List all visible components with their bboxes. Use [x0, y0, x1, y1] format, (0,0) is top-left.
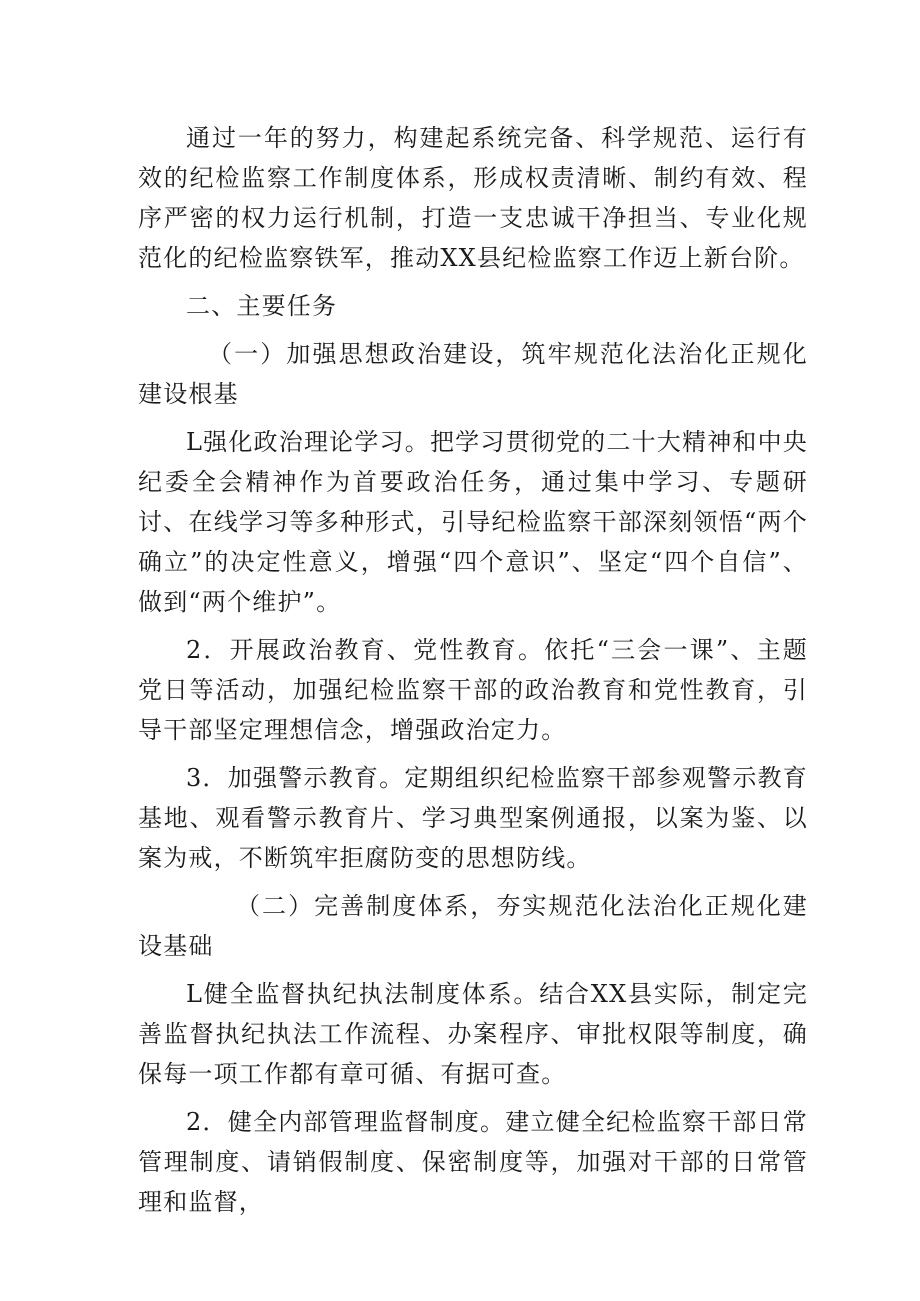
paragraph-item-1-supervision-system: L健全监督执纪执法制度体系。结合XX县实际，制定完善监督执纪执法工作流程、办案程序、审批权限等制度，确保每一项工作都有章可循、有据可查。	[138, 980, 808, 1088]
subsection-heading-institution-system: （二）完善制度体系，夯实规范化法治化正规化建设基础	[138, 892, 808, 960]
paragraph-item-2-political-education: 2．开展政治教育、党性教育。依托“三会一课”、主题党日等活动，加强纪检监察干部的政治教育和党性教育，引导干部坚定理想信念，增强政治定力。	[138, 636, 808, 744]
paragraph-item-1-theory-study: L强化政治理论学习。把学习贯彻党的二十大精神和中央纪委全会精神作为首要政治任务，通过集中学习、专题研讨、在线学习等多种形式，引导纪检监察干部深刻领悟“两个确立”的决定性意义，增强“四个意识”、坚定“四个自信”、做到“两个维护”。	[138, 428, 808, 616]
subsection-heading-political-building: （一）加强思想政治建设，筑牢规范化法治化正规化建设根基	[138, 340, 808, 408]
paragraph-item-2-internal-management: 2．健全内部管理监督制度。建立健全纪检监察干部日常管理制度、请销假制度、保密制度等，加强对干部的日常管理和监督，	[138, 1108, 808, 1216]
paragraph-item-3-warning-education: 3．加强警示教育。定期组织纪检监察干部参观警示教育基地、观看警示教育片、学习典型案例通报，以案为鉴、以案为戒，不断筑牢拒腐防变的思想防线。	[138, 764, 808, 872]
paragraph-goal: 通过一年的努力，构建起系统完备、科学规范、运行有效的纪检监察工作制度体系，形成权责清晰、制约有效、程序严密的权力运行机制，打造一支忠诚干净担当、专业化规范化的纪检监察铁军，推动XX县纪检监察工作迈上新台阶。	[138, 124, 808, 272]
section-heading-main-tasks: 二、主要任务	[186, 292, 338, 320]
document-page	[138, 118, 808, 1222]
